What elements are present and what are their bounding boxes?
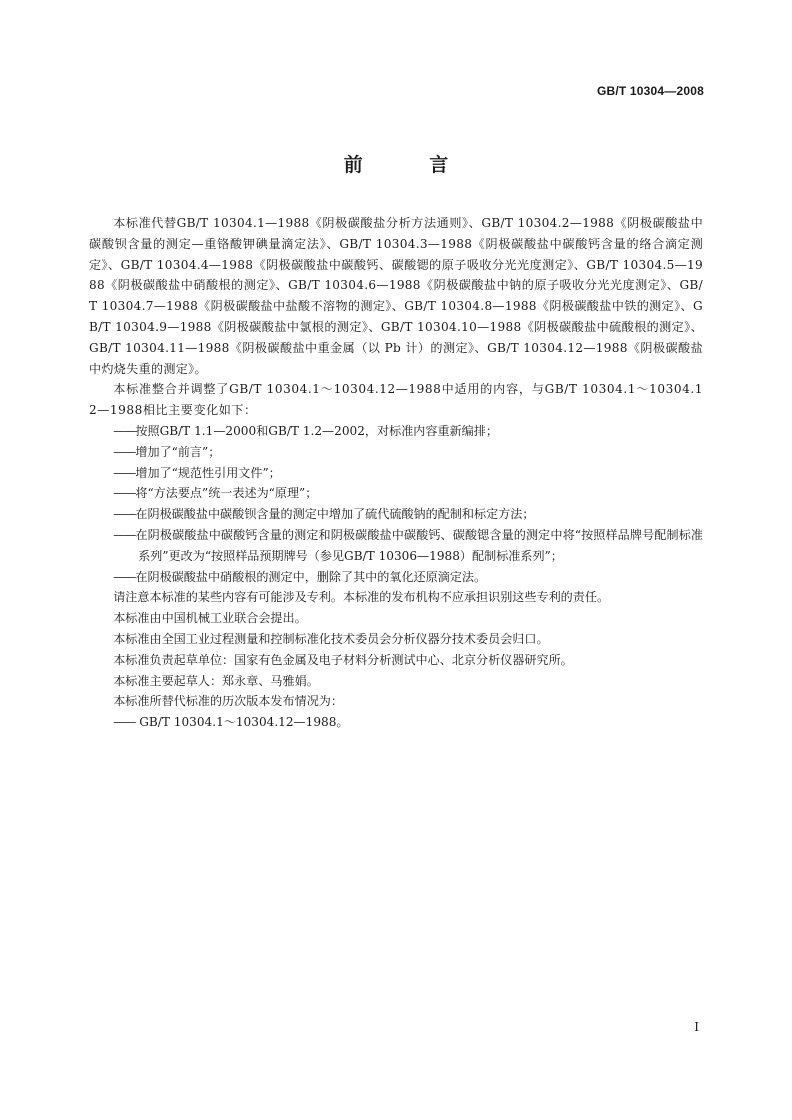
replaces-paragraph: 本标准代替GB/T 10304.1—1988《阴极碳酸盐分析方法通则》、GB/T 10304.2—1988《阴极碳酸盐中碳酸钡含量的测定—重铬酸钾碘量滴定法》、GB/T 10304.3—1988《阴极碳酸盐中碳酸钙含量的络合滴定测定》、GB/T 10304.4—1988《阴极碳酸盐中碳酸钙、碳酸锶的原子吸收分光光度测定》、GB/T 10304.5—1988《阴极碳酸盐中硝酸根的测定》、GB/T 10304.6—1988《阴极碳酸盐中钠的原子吸收分光光度测定》、GB/T 10304.7—1988《阴极碳酸盐中盐酸不溶物的测定》、GB/T 10304.8—1988《阴极碳酸盐中铁的测定》、GB/T 10304.9—1988《阴极碳酸盐中氯根的测定》、GB/T 10304.10—1988《阴极碳酸盐中硫酸根的测定》、GB/T 10304.11—1988《阴极碳酸盐中重金属（以 Pb 计）的测定》、GB/T 10304.12—1988《阴极碳酸盐中灼烧失重的测定》。 — [89, 216, 703, 376]
dash-marker: —— — [113, 465, 136, 480]
page-number: I — [694, 1020, 699, 1034]
list-item-text: 在阴极碳酸盐中硝酸根的测定中，删除了其中的氧化还原滴定法。 — [135, 569, 487, 584]
list-item — [89, 483, 703, 504]
history-item — [89, 712, 703, 733]
history-item-text: GB/T 10304.1～10304.12—1988。 — [135, 715, 349, 730]
list-item — [89, 567, 703, 588]
list-item — [89, 442, 703, 463]
foreword-body — [89, 213, 703, 733]
dash-marker: —— — [113, 715, 136, 730]
history-intro: 本标准所替代标准的历次版本发布情况为： — [113, 694, 343, 709]
centralized-by: 本标准由全国工业过程测量和控制标准化技术委员会分析仪器分技术委员会归口。 — [113, 631, 549, 646]
dash-marker: —— — [113, 527, 136, 542]
list-item-text: 增加了“前言”； — [135, 444, 221, 459]
list-item — [89, 463, 703, 484]
list-item-text: 按照GB/T 1.1—2000和GB/T 1.2—2002，对标准内容重新编排； — [135, 423, 498, 438]
dash-marker: —— — [113, 444, 136, 459]
standard-code: GB/T 10304—2008 — [596, 84, 704, 98]
list-item — [89, 525, 703, 567]
dash-marker: —— — [113, 486, 136, 501]
patent-notice: 请注意本标准的某些内容有可能涉及专利。本标准的发布机构不应承担识别这些专利的责任。 — [113, 590, 610, 605]
list-item — [89, 504, 703, 525]
changes-list — [89, 421, 703, 587]
list-item — [89, 421, 703, 442]
dash-marker: —— — [113, 569, 136, 584]
merge-paragraph: 本标准整合并调整了GB/T 10304.1～10304.12—1988中适用的内容，与GB/T 10304.1～10304.12—1988相比主要变化如下： — [89, 382, 703, 418]
proposed-by: 本标准由中国机械工业联合会提出。 — [113, 611, 307, 626]
list-item-text: 将“方法要点”统一表述为“原理”； — [135, 486, 318, 501]
dash-marker: —— — [113, 423, 136, 438]
page-title: 前 言 — [343, 154, 479, 176]
drafters: 本标准主要起草人：郑永章、马雅娟。 — [113, 673, 319, 688]
drafting-units: 本标准负责起草单位：国家有色金属及电子材料分析测试中心、北京分析仪器研究所。 — [113, 652, 573, 667]
dash-marker: —— — [113, 507, 136, 522]
list-item-text: 在阴极碳酸盐中碳酸钙含量的测定和阴极碳酸盐中碳酸钙、碳酸锶含量的测定中将“按照样品牌号配制标准系列”更改为“按照样品预期牌号（参见GB/T 10306—1988）配制标准系列”； — [135, 527, 703, 563]
list-item-text: 在阴极碳酸盐中碳酸钡含量的测定中增加了硫代硫酸钠的配制和标定方法； — [135, 507, 535, 522]
list-item-text: 增加了“规范性引用文件”； — [135, 465, 281, 480]
